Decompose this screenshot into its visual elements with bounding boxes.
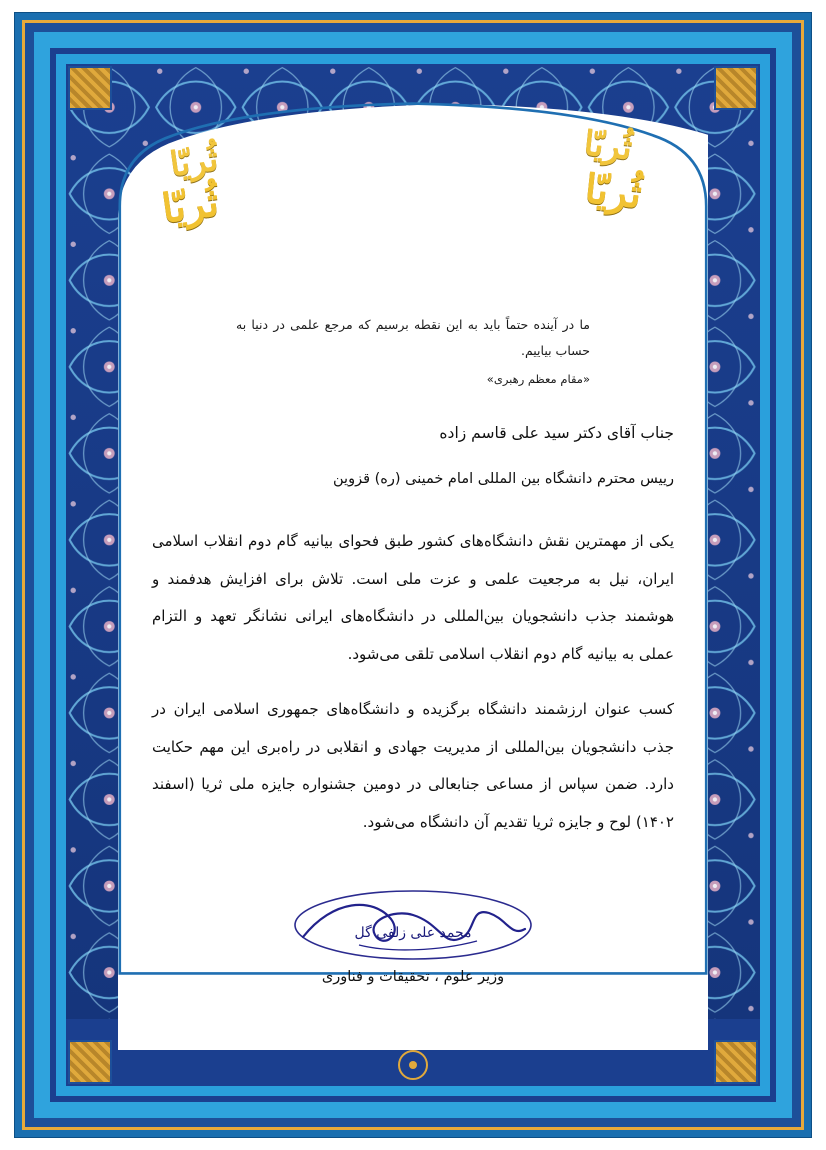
calligraphy-soraya-3: ثُریّا	[583, 165, 645, 218]
frame-inner-lightblue	[56, 54, 770, 1096]
handwritten-signature-icon	[263, 879, 563, 969]
ornament-field	[66, 64, 760, 1086]
medallion-icon	[398, 1050, 428, 1080]
signature-block	[66, 879, 760, 985]
calligraphy-soraya-1: ثُریّا	[159, 178, 222, 233]
signature-name: محمد علی زلفی گل	[354, 925, 472, 941]
frame-lightblue-band	[34, 32, 792, 1118]
ornament-corner-top-right-icon	[714, 66, 758, 110]
frame-deepblue-band	[50, 48, 776, 1102]
paragraph-1: یکی از مهمترین نقش دانشگاه‌های کشور طبق فحوای بیانیه گام دوم انقلاب اسلامی ایران، نیل به مرجعیت علمی و عزت ملی است. تلاش برای افزایش هدفمند و هوشمند جذب دانشجویان بین‌المللی در دانشگاه‌های ایرانی نشانگر تعهد و التزام عملی به بیانیه گام دوم انقلاب اسلامی تلقی می‌شود.	[152, 532, 674, 663]
signature-title: وزیر علوم ، تحقیقات و فناوری	[321, 969, 505, 985]
ornament-corner-bottom-left-icon	[68, 1040, 112, 1084]
calligraphy-soraya-4: ثُریّا	[581, 123, 634, 169]
letter-body	[152, 414, 674, 859]
frame-outer-band	[14, 12, 812, 1138]
salutation: جناب آقای دکتر سید علی قاسم زاده	[439, 424, 674, 442]
frame-darkblue-line	[25, 23, 801, 1127]
addressee-title: رییس محترم دانشگاه بین المللی امام خمینی (ره) قزوین	[333, 470, 674, 487]
ornament-corner-top-left-icon	[68, 66, 112, 110]
leader-quote	[236, 312, 590, 391]
frame-gold-line	[22, 20, 804, 1130]
quote-text: ما در آینده حتماً باید به این نقطه برسیم که مرجع علمی در دنیا به حساب بیاییم.	[236, 317, 590, 359]
ornament-corner-bottom-right-icon	[714, 1040, 758, 1084]
calligraphy-soraya-2: ثُریّا	[167, 138, 221, 186]
paragraph-2: کسب عنوان ارزشمند دانشگاه برگزیده و دانشگاه‌های جمهوری اسلامی ایران در جذب دانشجویان بین‌المللی از مدیریت جهادی و انقلابی در راه‌بری این مهم حکایت دارد. ضمن سپاس از مساعی جنابعالی در دومین جشنواره جایزه ملی ثریا (اسفند ۱۴۰۲) لوح و جایزه ثریا تقدیم آن دانشگاه می‌شود.	[152, 700, 674, 831]
quote-attribution: «مقام معظم رهبری»	[486, 371, 590, 386]
